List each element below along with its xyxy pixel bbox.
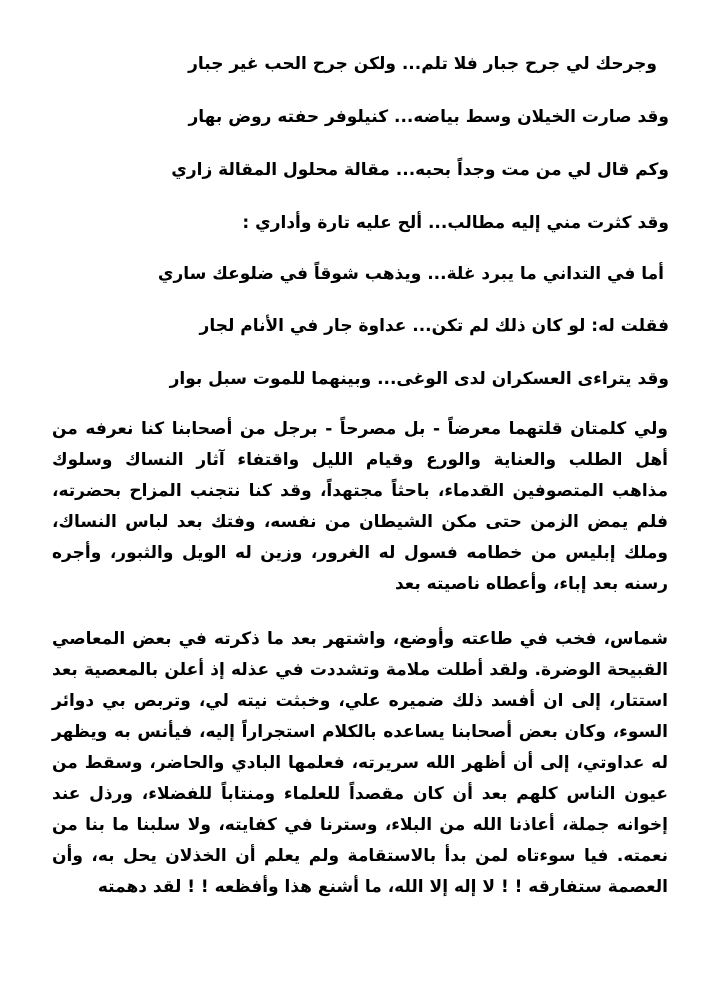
verse-line-3: وكم قال لي من مت وجداً بحبه... مقالة محلول المقالة زاري (171, 160, 669, 180)
verse-line-4: وقد كثرت مني إليه مطالب... ألح عليه تارة وأداري : (242, 213, 669, 233)
verse-line-7: وقد يتراءى العسكران لدى الوغى... وبينهما للموت سبل بوار (169, 369, 669, 389)
verse-line-1: وجرحك لي جرح جبار فلا تلم... ولكن جرح الحب غير جبار (188, 54, 657, 74)
paragraph-2: شماس، فخب في طاعته وأوضع، واشتهر بعد ما ذكرته في بعض المعاصي القبيحة الوضرة. ولقد أطلت ملامة وتشددت في عذله إذ أعلن بالمعصية بعد استتار، إلى ان أفسد ذلك ضميره علي، وخبثت نيته لي، وتربص بي دوائر السوء، وكان بعض أصحابنا يساعده بالكلام استجراراً إليه، فيأنس به ويظهر له عداوتي، إلى أن أظهر الله سريرته، فعلمها البادي والحاضر، وسقط من عيون الناس كلهم بعد أن كان مقصداً للعلماء ومنتاباً للفضلاء، ورذل عند إخوانه جملة، أعاذنا الله من البلاء، وسترنا في كفايته، ولا سلبنا ما بنا من نعمته. فيا سوءتاه لمن بدأ بالاستقامة ولم يعلم أن الخذلان يحل به، وأن العصمة ستفارقه ! ! لا إله إلا الله، ما أشنع هذا وأفظعه ! ! لقد دهمته (52, 629, 668, 897)
verse-line-5: أما في التداني ما يبرد غلة... ويذهب شوقاً في ضلوعك ساري (157, 264, 664, 284)
verse-line-6: فقلت له: لو كان ذلك لم تكن... عداوة جار في الأنام لجار (199, 316, 669, 336)
paragraph-1: ولي كلمتان قلتهما معرضاً - بل مصرحاً - برجل من أصحابنا كنا نعرفه من أهل الطلب والعناية والورع وقيام الليل واقتفاء آثار النساك وسلوك مذاهب المتصوفين القدماء، باحثاً مجتهداً، وقد كنا نتجنب المزاح بحضرته، فلم يمض الزمن حتى مكن الشيطان من نفسه، وفتك بعد لباس النساك، وملك إبليس من خطامه فسول له الغرور، وزين له الويل والثبور، وأجره رسنه بعد إباء، وأعطاه ناصيته بعد (52, 419, 668, 594)
verse-line-2: وقد صارت الخيلان وسط بياضه... كنيلوفر حفته روض بهار (188, 107, 669, 127)
